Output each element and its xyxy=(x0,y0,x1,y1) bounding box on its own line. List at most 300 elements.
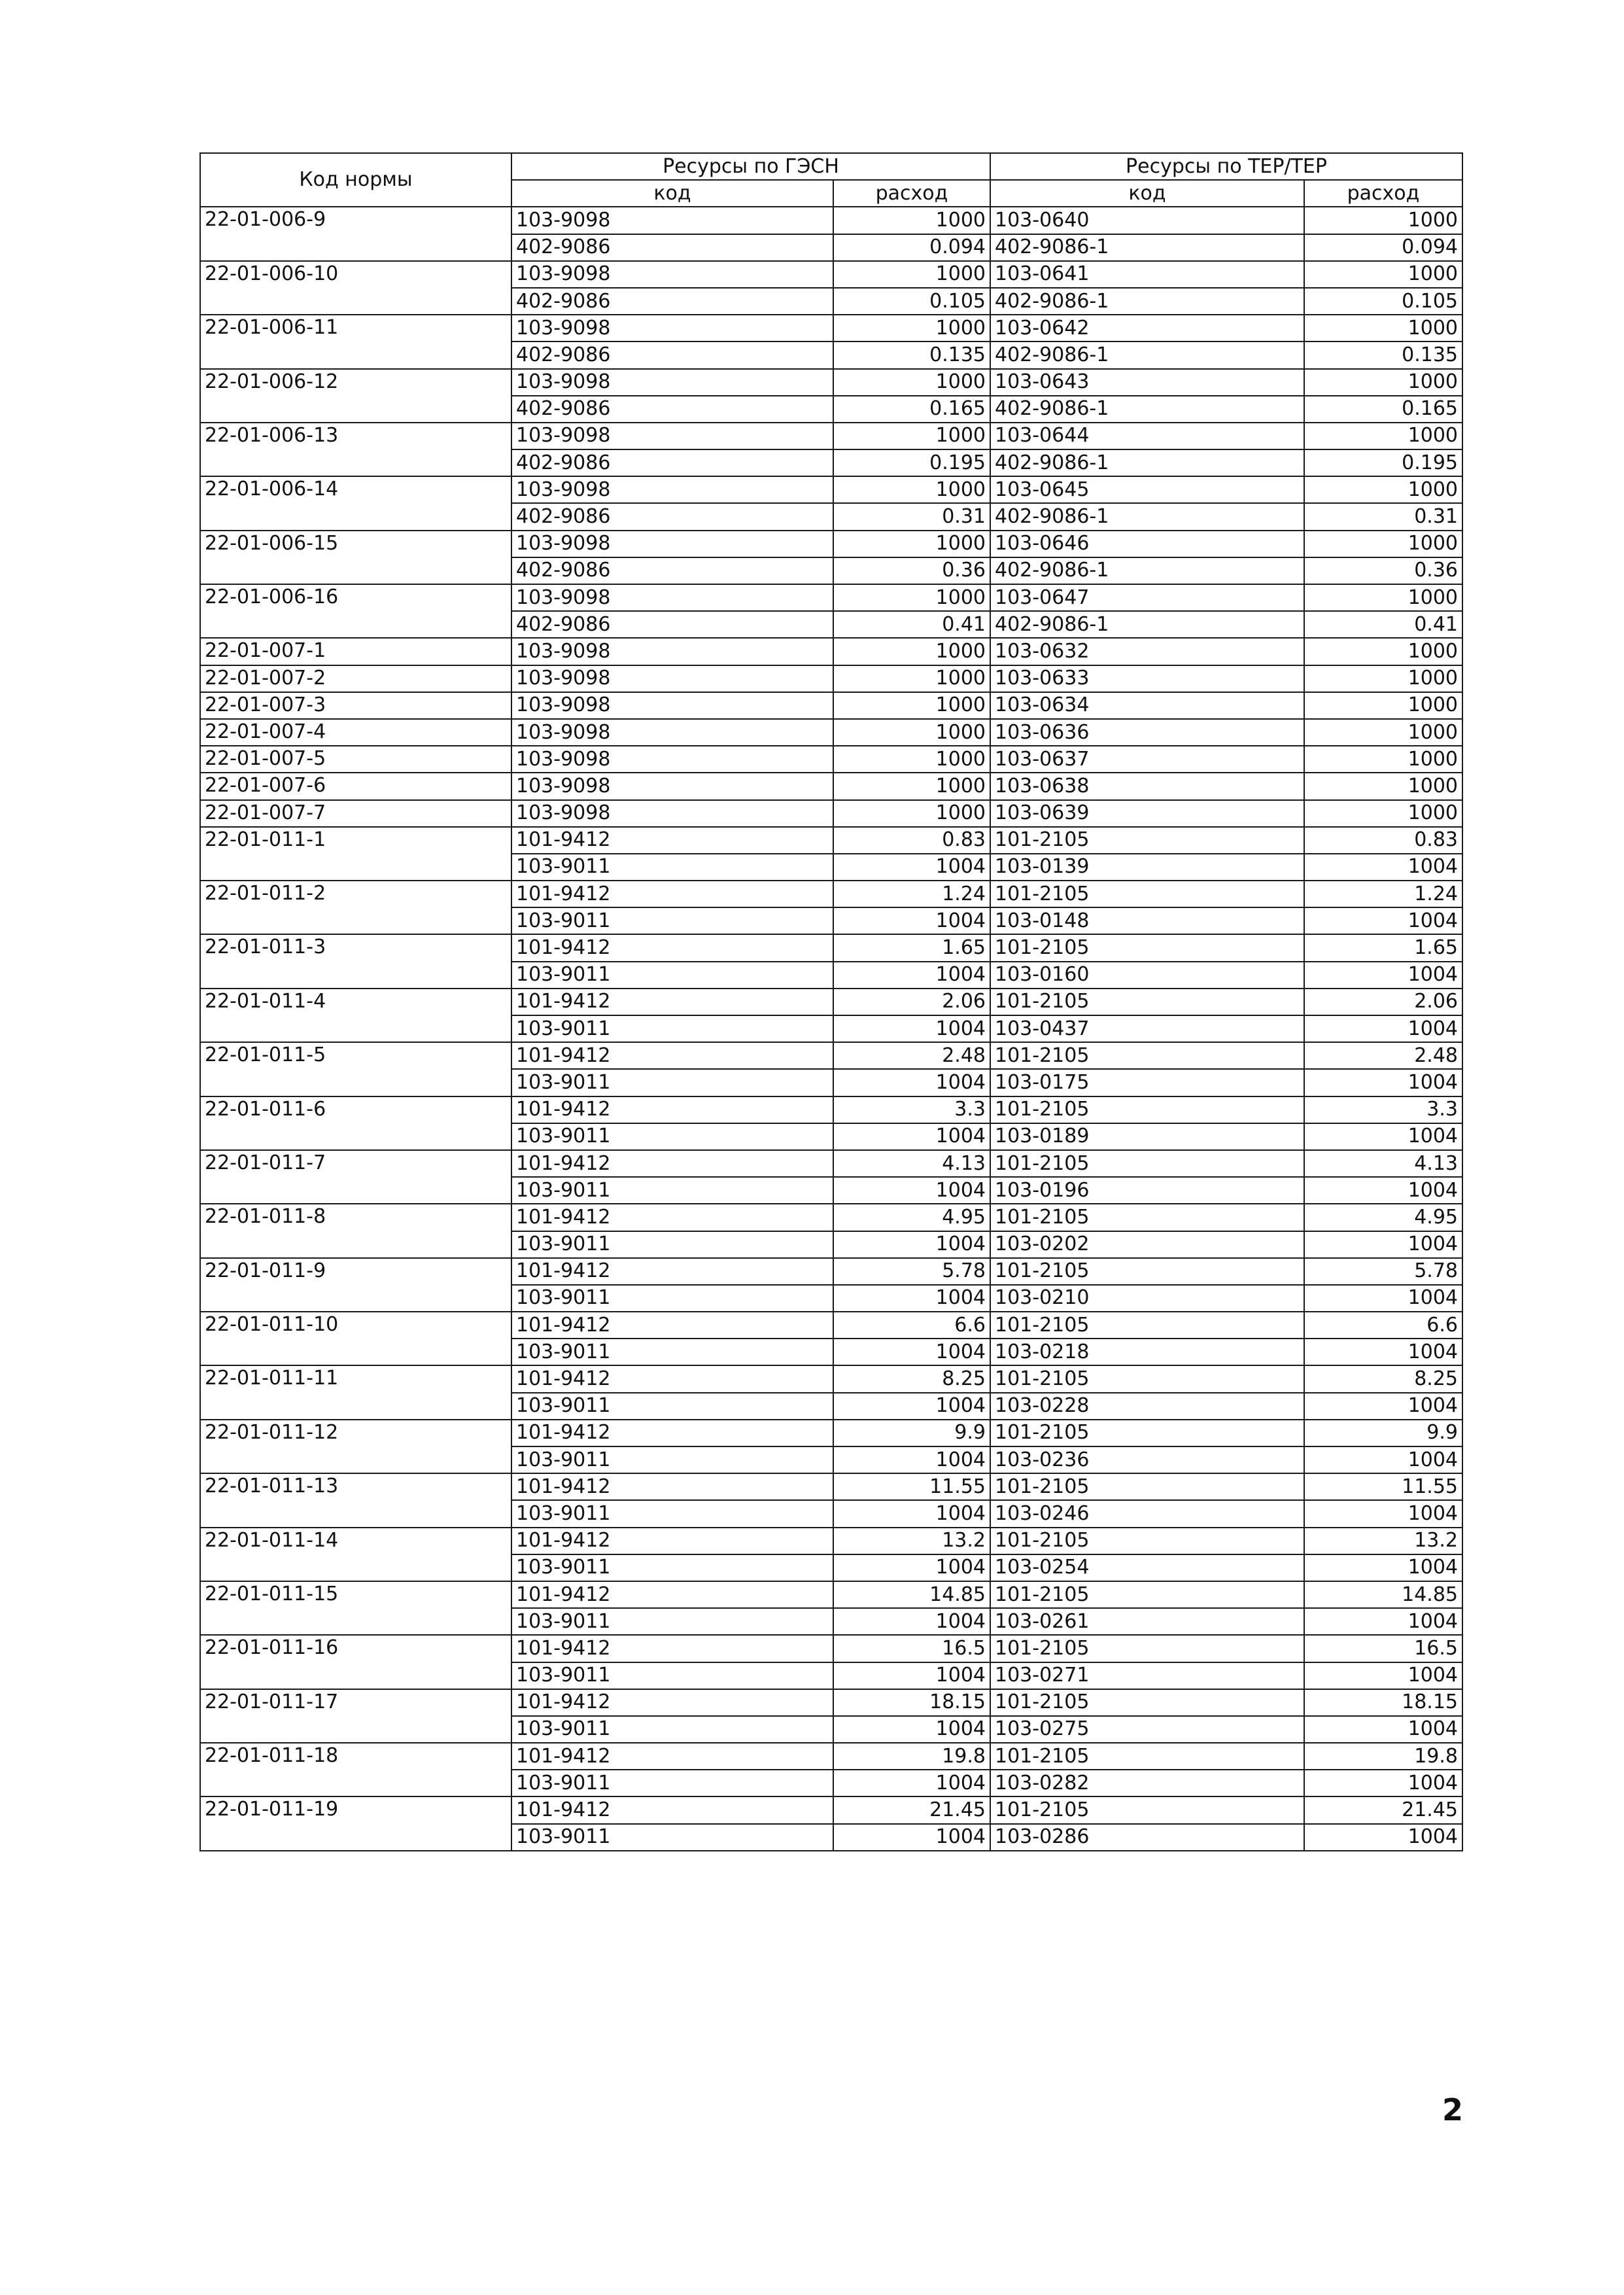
norm-code-cell: 22-01-011-5 xyxy=(200,1042,511,1096)
norm-code-cell: 22-01-007-5 xyxy=(200,746,511,773)
norm-code-cell: 22-01-011-17 xyxy=(200,1689,511,1743)
norm-code-cell: 22-01-011-10 xyxy=(200,1312,511,1365)
ter-code-cell: 103-0646 xyxy=(990,531,1304,557)
gesn-consumption-cell: 16.5 xyxy=(833,1635,990,1662)
table-row xyxy=(200,719,1462,746)
ter-code-cell: 101-2105 xyxy=(990,1528,1304,1554)
ter-code-cell: 101-2105 xyxy=(990,1743,1304,1770)
table-row xyxy=(200,638,1462,665)
ter-consumption-cell: 19.8 xyxy=(1304,1743,1462,1770)
gesn-consumption-cell: 1004 xyxy=(833,1608,990,1635)
norm-code-cell: 22-01-011-8 xyxy=(200,1204,511,1257)
header-ter-resources: Ресурсы по ТЕР/ТЕР xyxy=(990,153,1462,180)
table-row xyxy=(200,800,1462,827)
table-row xyxy=(200,692,1462,719)
gesn-consumption-cell: 18.15 xyxy=(833,1689,990,1716)
ter-code-cell: 103-0175 xyxy=(990,1069,1304,1096)
norm-code-cell: 22-01-007-6 xyxy=(200,773,511,799)
gesn-consumption-cell: 1004 xyxy=(833,1500,990,1527)
gesn-consumption-cell: 1000 xyxy=(833,261,990,288)
gesn-code-cell: 101-9412 xyxy=(511,1150,833,1177)
gesn-code-cell: 402-9086 xyxy=(511,342,833,368)
norm-code-cell: 22-01-011-16 xyxy=(200,1635,511,1689)
ter-consumption-cell: 0.41 xyxy=(1304,611,1462,638)
ter-code-cell: 103-0636 xyxy=(990,719,1304,746)
ter-consumption-cell: 0.165 xyxy=(1304,396,1462,423)
ter-consumption-cell: 1004 xyxy=(1304,1500,1462,1527)
table-row xyxy=(200,1528,1462,1554)
ter-code-cell: 103-0261 xyxy=(990,1608,1304,1635)
gesn-code-cell: 103-9098 xyxy=(511,800,833,827)
gesn-consumption-cell: 0.094 xyxy=(833,234,990,261)
norm-code-cell: 22-01-007-2 xyxy=(200,665,511,692)
gesn-consumption-cell: 13.2 xyxy=(833,1528,990,1554)
ter-consumption-cell: 1004 xyxy=(1304,1393,1462,1420)
norm-code-cell: 22-01-011-9 xyxy=(200,1258,511,1312)
resources-table xyxy=(199,152,1463,1851)
ter-code-cell: 101-2105 xyxy=(990,1042,1304,1069)
norm-code-cell: 22-01-007-1 xyxy=(200,638,511,665)
gesn-consumption-cell: 1004 xyxy=(833,1339,990,1365)
gesn-code-cell: 402-9086 xyxy=(511,288,833,315)
gesn-code-cell: 103-9098 xyxy=(511,531,833,557)
gesn-code-cell: 103-9098 xyxy=(511,261,833,288)
table-row xyxy=(200,207,1462,234)
gesn-code-cell: 103-9098 xyxy=(511,746,833,773)
gesn-consumption-cell: 0.36 xyxy=(833,557,990,584)
gesn-consumption-cell: 8.25 xyxy=(833,1365,990,1392)
gesn-code-cell: 103-9098 xyxy=(511,719,833,746)
gesn-consumption-cell: 1004 xyxy=(833,962,990,989)
table-body xyxy=(200,207,1462,1850)
gesn-code-cell: 101-9412 xyxy=(511,827,833,854)
gesn-code-cell: 103-9011 xyxy=(511,1393,833,1420)
gesn-consumption-cell: 1004 xyxy=(833,1015,990,1042)
ter-consumption-cell: 1004 xyxy=(1304,907,1462,934)
norm-code-cell: 22-01-011-6 xyxy=(200,1096,511,1150)
gesn-consumption-cell: 5.78 xyxy=(833,1258,990,1285)
ter-code-cell: 101-2105 xyxy=(990,827,1304,854)
norm-code-cell: 22-01-006-11 xyxy=(200,315,511,368)
ter-consumption-cell: 1004 xyxy=(1304,1824,1462,1851)
gesn-code-cell: 101-9412 xyxy=(511,1581,833,1608)
gesn-consumption-cell: 1000 xyxy=(833,692,990,719)
gesn-code-cell: 101-9412 xyxy=(511,1635,833,1662)
ter-consumption-cell: 1000 xyxy=(1304,746,1462,773)
table-row xyxy=(200,584,1462,611)
gesn-consumption-cell: 3.3 xyxy=(833,1096,990,1123)
norm-code-cell: 22-01-006-13 xyxy=(200,423,511,476)
gesn-code-cell: 103-9011 xyxy=(511,907,833,934)
table-row xyxy=(200,315,1462,342)
table-row xyxy=(200,827,1462,854)
ter-code-cell: 402-9086-1 xyxy=(990,611,1304,638)
table-row xyxy=(200,261,1462,288)
norm-code-cell: 22-01-006-12 xyxy=(200,369,511,423)
gesn-consumption-cell: 1000 xyxy=(833,638,990,665)
ter-code-cell: 101-2105 xyxy=(990,1312,1304,1339)
page-number: 2 xyxy=(1442,2092,1464,2128)
norm-code-cell: 22-01-011-4 xyxy=(200,989,511,1042)
gesn-consumption-cell: 11.55 xyxy=(833,1473,990,1500)
table-row xyxy=(200,531,1462,557)
ter-code-cell: 103-0210 xyxy=(990,1285,1304,1312)
ter-code-cell: 103-0642 xyxy=(990,315,1304,342)
gesn-code-cell: 402-9086 xyxy=(511,611,833,638)
ter-code-cell: 101-2105 xyxy=(990,1258,1304,1285)
gesn-code-cell: 103-9098 xyxy=(511,207,833,234)
gesn-consumption-cell: 0.105 xyxy=(833,288,990,315)
ter-code-cell: 103-0218 xyxy=(990,1339,1304,1365)
norm-code-cell: 22-01-011-1 xyxy=(200,827,511,881)
gesn-code-cell: 402-9086 xyxy=(511,449,833,476)
ter-code-cell: 101-2105 xyxy=(990,1420,1304,1446)
norm-code-cell: 22-01-007-3 xyxy=(200,692,511,719)
gesn-consumption-cell: 6.6 xyxy=(833,1312,990,1339)
norm-code-cell: 22-01-011-7 xyxy=(200,1150,511,1204)
norm-code-cell: 22-01-011-11 xyxy=(200,1365,511,1419)
header-norm-code: Код нормы xyxy=(200,153,511,207)
gesn-code-cell: 103-9011 xyxy=(511,1446,833,1473)
table-row xyxy=(200,989,1462,1015)
ter-consumption-cell: 1000 xyxy=(1304,800,1462,827)
ter-code-cell: 101-2105 xyxy=(990,989,1304,1015)
ter-code-cell: 103-0139 xyxy=(990,854,1304,881)
ter-consumption-cell: 1004 xyxy=(1304,1446,1462,1473)
ter-code-cell: 402-9086-1 xyxy=(990,557,1304,584)
ter-consumption-cell: 3.3 xyxy=(1304,1096,1462,1123)
ter-code-cell: 103-0639 xyxy=(990,800,1304,827)
ter-code-cell: 103-0202 xyxy=(990,1231,1304,1258)
table-row xyxy=(200,1150,1462,1177)
gesn-consumption-cell: 2.48 xyxy=(833,1042,990,1069)
ter-code-cell: 402-9086-1 xyxy=(990,503,1304,530)
ter-consumption-cell: 1000 xyxy=(1304,315,1462,342)
ter-code-cell: 101-2105 xyxy=(990,1581,1304,1608)
norm-code-cell: 22-01-011-2 xyxy=(200,881,511,934)
table-row xyxy=(200,665,1462,692)
header-gesn-consumption: расход xyxy=(833,180,990,207)
ter-code-cell: 103-0638 xyxy=(990,773,1304,799)
ter-consumption-cell: 1004 xyxy=(1304,1770,1462,1796)
gesn-consumption-cell: 1000 xyxy=(833,476,990,503)
ter-code-cell: 103-0437 xyxy=(990,1015,1304,1042)
norm-code-cell: 22-01-011-3 xyxy=(200,934,511,988)
gesn-code-cell: 103-9098 xyxy=(511,773,833,799)
gesn-code-cell: 101-9412 xyxy=(511,1796,833,1823)
ter-consumption-cell: 1004 xyxy=(1304,1339,1462,1365)
table-row xyxy=(200,1042,1462,1069)
gesn-consumption-cell: 1000 xyxy=(833,369,990,396)
gesn-consumption-cell: 1.24 xyxy=(833,881,990,907)
table-row xyxy=(200,423,1462,449)
norm-code-cell: 22-01-006-14 xyxy=(200,476,511,530)
ter-code-cell: 101-2105 xyxy=(990,1473,1304,1500)
ter-consumption-cell: 1004 xyxy=(1304,854,1462,881)
gesn-consumption-cell: 1004 xyxy=(833,1824,990,1851)
ter-code-cell: 101-2105 xyxy=(990,1796,1304,1823)
gesn-code-cell: 101-9412 xyxy=(511,1473,833,1500)
gesn-code-cell: 103-9098 xyxy=(511,476,833,503)
ter-consumption-cell: 1004 xyxy=(1304,1069,1462,1096)
ter-code-cell: 103-0148 xyxy=(990,907,1304,934)
ter-consumption-cell: 8.25 xyxy=(1304,1365,1462,1392)
ter-consumption-cell: 1000 xyxy=(1304,423,1462,449)
gesn-consumption-cell: 1000 xyxy=(833,773,990,799)
gesn-consumption-cell: 1000 xyxy=(833,207,990,234)
ter-code-cell: 402-9086-1 xyxy=(990,234,1304,261)
gesn-consumption-cell: 1004 xyxy=(833,1554,990,1581)
ter-consumption-cell: 1000 xyxy=(1304,773,1462,799)
ter-consumption-cell: 1000 xyxy=(1304,531,1462,557)
gesn-consumption-cell: 1004 xyxy=(833,1285,990,1312)
table-row xyxy=(200,773,1462,799)
table-row xyxy=(200,1096,1462,1123)
ter-consumption-cell: 1000 xyxy=(1304,584,1462,611)
gesn-code-cell: 101-9412 xyxy=(511,1312,833,1339)
ter-consumption-cell: 1004 xyxy=(1304,1285,1462,1312)
gesn-code-cell: 101-9412 xyxy=(511,989,833,1015)
gesn-consumption-cell: 1004 xyxy=(833,1123,990,1150)
ter-consumption-cell: 0.83 xyxy=(1304,827,1462,854)
ter-consumption-cell: 2.48 xyxy=(1304,1042,1462,1069)
table-header xyxy=(200,153,1462,207)
ter-code-cell: 101-2105 xyxy=(990,881,1304,907)
ter-consumption-cell: 1000 xyxy=(1304,665,1462,692)
norm-code-cell: 22-01-011-18 xyxy=(200,1743,511,1796)
gesn-consumption-cell: 1004 xyxy=(833,1446,990,1473)
table-row xyxy=(200,1420,1462,1446)
ter-code-cell: 103-0196 xyxy=(990,1177,1304,1204)
gesn-code-cell: 103-9098 xyxy=(511,692,833,719)
ter-code-cell: 103-0160 xyxy=(990,962,1304,989)
table-row xyxy=(200,1796,1462,1823)
ter-consumption-cell: 6.6 xyxy=(1304,1312,1462,1339)
gesn-code-cell: 402-9086 xyxy=(511,557,833,584)
gesn-code-cell: 101-9412 xyxy=(511,1258,833,1285)
ter-consumption-cell: 1.65 xyxy=(1304,934,1462,961)
gesn-code-cell: 402-9086 xyxy=(511,234,833,261)
ter-consumption-cell: 18.15 xyxy=(1304,1689,1462,1716)
ter-consumption-cell: 1004 xyxy=(1304,1231,1462,1258)
header-ter-consumption: расход xyxy=(1304,180,1462,207)
ter-consumption-cell: 1004 xyxy=(1304,1662,1462,1689)
table-row xyxy=(200,934,1462,961)
table-row xyxy=(200,1258,1462,1285)
ter-consumption-cell: 1000 xyxy=(1304,369,1462,396)
ter-consumption-cell: 1004 xyxy=(1304,1554,1462,1581)
ter-code-cell: 103-0236 xyxy=(990,1446,1304,1473)
ter-code-cell: 103-0271 xyxy=(990,1662,1304,1689)
ter-code-cell: 402-9086-1 xyxy=(990,342,1304,368)
gesn-consumption-cell: 1004 xyxy=(833,1069,990,1096)
gesn-code-cell: 402-9086 xyxy=(511,503,833,530)
ter-consumption-cell: 0.31 xyxy=(1304,503,1462,530)
ter-code-cell: 103-0647 xyxy=(990,584,1304,611)
gesn-code-cell: 103-9098 xyxy=(511,369,833,396)
ter-code-cell: 402-9086-1 xyxy=(990,288,1304,315)
ter-code-cell: 103-0634 xyxy=(990,692,1304,719)
gesn-code-cell: 103-9011 xyxy=(511,962,833,989)
norm-code-cell: 22-01-011-19 xyxy=(200,1796,511,1850)
gesn-code-cell: 103-9011 xyxy=(511,1554,833,1581)
ter-consumption-cell: 1004 xyxy=(1304,1716,1462,1743)
gesn-consumption-cell: 1004 xyxy=(833,907,990,934)
gesn-code-cell: 103-9011 xyxy=(511,1069,833,1096)
ter-code-cell: 101-2105 xyxy=(990,1150,1304,1177)
norm-code-cell: 22-01-006-15 xyxy=(200,531,511,584)
table-row xyxy=(200,1635,1462,1662)
gesn-code-cell: 103-9011 xyxy=(511,1015,833,1042)
header-gesn-resources: Ресурсы по ГЭСН xyxy=(511,153,990,180)
gesn-code-cell: 103-9098 xyxy=(511,638,833,665)
ter-consumption-cell: 0.094 xyxy=(1304,234,1462,261)
gesn-consumption-cell: 9.9 xyxy=(833,1420,990,1446)
gesn-code-cell: 103-9098 xyxy=(511,665,833,692)
gesn-code-cell: 101-9412 xyxy=(511,1365,833,1392)
gesn-code-cell: 101-9412 xyxy=(511,1420,833,1446)
gesn-code-cell: 103-9011 xyxy=(511,1770,833,1796)
norm-code-cell: 22-01-007-4 xyxy=(200,719,511,746)
ter-consumption-cell: 1004 xyxy=(1304,1015,1462,1042)
table-row xyxy=(200,1365,1462,1392)
ter-code-cell: 103-0640 xyxy=(990,207,1304,234)
gesn-code-cell: 101-9412 xyxy=(511,1743,833,1770)
ter-consumption-cell: 0.105 xyxy=(1304,288,1462,315)
table-row xyxy=(200,1473,1462,1500)
gesn-consumption-cell: 1004 xyxy=(833,1770,990,1796)
ter-code-cell: 103-0275 xyxy=(990,1716,1304,1743)
gesn-code-cell: 103-9098 xyxy=(511,423,833,449)
norm-code-cell: 22-01-011-15 xyxy=(200,1581,511,1635)
ter-consumption-cell: 1004 xyxy=(1304,962,1462,989)
ter-code-cell: 103-0254 xyxy=(990,1554,1304,1581)
ter-code-cell: 402-9086-1 xyxy=(990,449,1304,476)
ter-code-cell: 103-0228 xyxy=(990,1393,1304,1420)
norm-code-cell: 22-01-007-7 xyxy=(200,800,511,827)
ter-code-cell: 103-0286 xyxy=(990,1824,1304,1851)
gesn-code-cell: 103-9098 xyxy=(511,584,833,611)
gesn-consumption-cell: 4.95 xyxy=(833,1204,990,1231)
ter-consumption-cell: 0.195 xyxy=(1304,449,1462,476)
ter-consumption-cell: 1000 xyxy=(1304,207,1462,234)
gesn-consumption-cell: 1000 xyxy=(833,800,990,827)
ter-code-cell: 103-0189 xyxy=(990,1123,1304,1150)
table-row xyxy=(200,1312,1462,1339)
table-row xyxy=(200,746,1462,773)
gesn-consumption-cell: 1000 xyxy=(833,423,990,449)
gesn-code-cell: 103-9011 xyxy=(511,1285,833,1312)
gesn-code-cell: 103-9011 xyxy=(511,1123,833,1150)
ter-consumption-cell: 1004 xyxy=(1304,1608,1462,1635)
ter-consumption-cell: 1004 xyxy=(1304,1177,1462,1204)
ter-consumption-cell: 1000 xyxy=(1304,692,1462,719)
gesn-consumption-cell: 1.65 xyxy=(833,934,990,961)
ter-consumption-cell: 1000 xyxy=(1304,638,1462,665)
gesn-consumption-cell: 0.135 xyxy=(833,342,990,368)
gesn-consumption-cell: 0.41 xyxy=(833,611,990,638)
table-row xyxy=(200,1689,1462,1716)
gesn-consumption-cell: 1004 xyxy=(833,1231,990,1258)
gesn-code-cell: 101-9412 xyxy=(511,1042,833,1069)
ter-consumption-cell: 13.2 xyxy=(1304,1528,1462,1554)
ter-code-cell: 101-2105 xyxy=(990,1635,1304,1662)
ter-code-cell: 101-2105 xyxy=(990,1096,1304,1123)
table-row xyxy=(200,1743,1462,1770)
gesn-code-cell: 103-9011 xyxy=(511,1662,833,1689)
gesn-consumption-cell: 4.13 xyxy=(833,1150,990,1177)
gesn-consumption-cell: 19.8 xyxy=(833,1743,990,1770)
table-row xyxy=(200,369,1462,396)
norm-code-cell: 22-01-006-9 xyxy=(200,207,511,260)
ter-consumption-cell: 1000 xyxy=(1304,719,1462,746)
gesn-code-cell: 103-9011 xyxy=(511,1608,833,1635)
ter-code-cell: 103-0643 xyxy=(990,369,1304,396)
ter-code-cell: 103-0282 xyxy=(990,1770,1304,1796)
ter-consumption-cell: 1000 xyxy=(1304,261,1462,288)
gesn-consumption-cell: 0.31 xyxy=(833,503,990,530)
gesn-consumption-cell: 1004 xyxy=(833,1393,990,1420)
ter-consumption-cell: 4.95 xyxy=(1304,1204,1462,1231)
gesn-code-cell: 101-9412 xyxy=(511,881,833,907)
ter-code-cell: 101-2105 xyxy=(990,934,1304,961)
table-row xyxy=(200,1581,1462,1608)
gesn-code-cell: 103-9011 xyxy=(511,1339,833,1365)
gesn-consumption-cell: 0.83 xyxy=(833,827,990,854)
gesn-consumption-cell: 14.85 xyxy=(833,1581,990,1608)
gesn-code-cell: 101-9412 xyxy=(511,1528,833,1554)
norm-code-cell: 22-01-006-10 xyxy=(200,261,511,315)
gesn-code-cell: 103-9011 xyxy=(511,1716,833,1743)
norm-code-cell: 22-01-011-12 xyxy=(200,1420,511,1473)
ter-code-cell: 101-2105 xyxy=(990,1204,1304,1231)
ter-consumption-cell: 5.78 xyxy=(1304,1258,1462,1285)
gesn-consumption-cell: 21.45 xyxy=(833,1796,990,1823)
ter-consumption-cell: 11.55 xyxy=(1304,1473,1462,1500)
gesn-code-cell: 101-9412 xyxy=(511,1204,833,1231)
table-row xyxy=(200,1204,1462,1231)
ter-code-cell: 103-0637 xyxy=(990,746,1304,773)
gesn-consumption-cell: 1004 xyxy=(833,854,990,881)
ter-code-cell: 103-0644 xyxy=(990,423,1304,449)
header-gesn-code: код xyxy=(511,180,833,207)
ter-consumption-cell: 14.85 xyxy=(1304,1581,1462,1608)
table-row xyxy=(200,476,1462,503)
gesn-consumption-cell: 1000 xyxy=(833,665,990,692)
gesn-code-cell: 103-9011 xyxy=(511,1177,833,1204)
gesn-code-cell: 103-9011 xyxy=(511,1500,833,1527)
gesn-code-cell: 103-9011 xyxy=(511,1824,833,1851)
gesn-consumption-cell: 1004 xyxy=(833,1716,990,1743)
gesn-consumption-cell: 0.165 xyxy=(833,396,990,423)
gesn-code-cell: 103-9098 xyxy=(511,315,833,342)
norm-code-cell: 22-01-011-13 xyxy=(200,1473,511,1527)
gesn-consumption-cell: 1000 xyxy=(833,719,990,746)
gesn-code-cell: 101-9412 xyxy=(511,934,833,961)
ter-consumption-cell: 16.5 xyxy=(1304,1635,1462,1662)
ter-consumption-cell: 0.135 xyxy=(1304,342,1462,368)
ter-code-cell: 103-0632 xyxy=(990,638,1304,665)
gesn-consumption-cell: 1000 xyxy=(833,584,990,611)
gesn-consumption-cell: 1000 xyxy=(833,315,990,342)
gesn-consumption-cell: 1000 xyxy=(833,531,990,557)
ter-consumption-cell: 1.24 xyxy=(1304,881,1462,907)
norm-code-cell: 22-01-006-16 xyxy=(200,584,511,638)
ter-code-cell: 103-0633 xyxy=(990,665,1304,692)
gesn-consumption-cell: 2.06 xyxy=(833,989,990,1015)
ter-consumption-cell: 2.06 xyxy=(1304,989,1462,1015)
table-row xyxy=(200,881,1462,907)
